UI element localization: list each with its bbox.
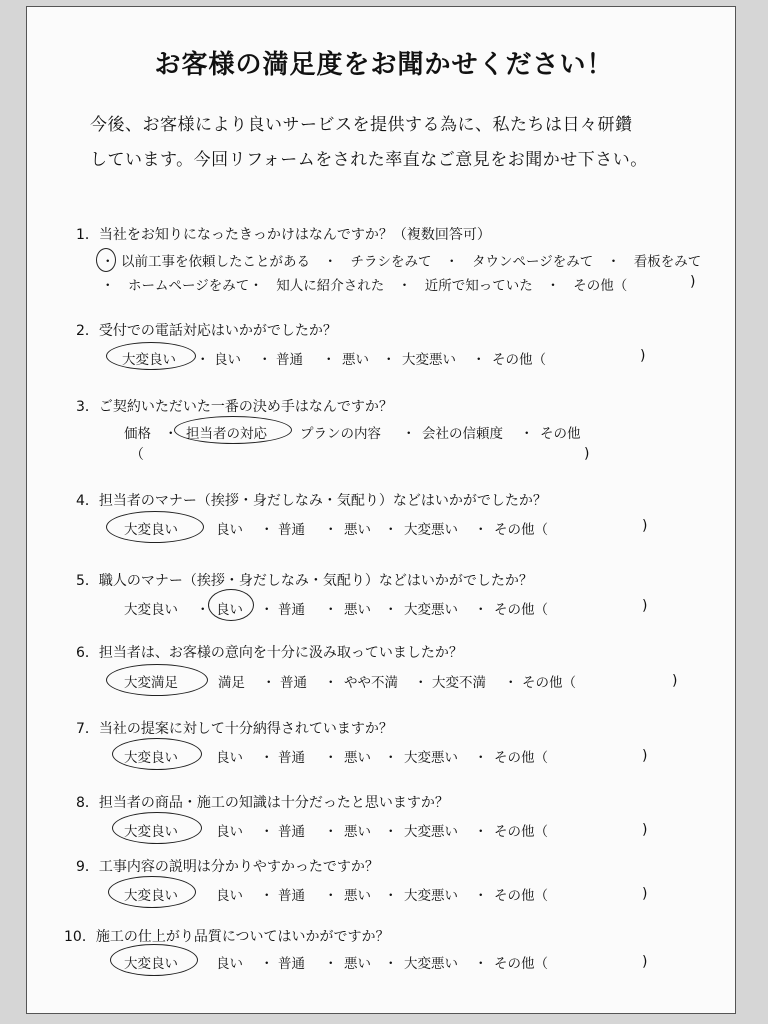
- q4-option-3: 普通: [278, 522, 305, 538]
- q8-option-6: その他（: [494, 824, 548, 840]
- q8-sep: ・: [474, 824, 488, 840]
- q1-selected-mark: ・: [101, 254, 115, 270]
- q2-sep: ・: [382, 352, 396, 368]
- q10-option-6: その他（: [494, 956, 548, 972]
- q1-close-paren: ): [690, 274, 696, 290]
- question-3: 3．ご契約いただいた一番の決め手はなんですか？: [76, 399, 393, 415]
- q8-option-5: 大変悪い: [404, 824, 458, 840]
- q3-sep: ・: [520, 426, 534, 442]
- q2-option-3: 普通: [276, 352, 303, 368]
- question-2: 2．受付での電話対応はいかがでしたか？: [76, 323, 337, 339]
- q5-sep: ・: [196, 602, 210, 618]
- q10-option-3: 普通: [278, 956, 305, 972]
- q4-option-1: 大変良い: [124, 522, 178, 538]
- q2-option-1: 大変良い: [122, 352, 176, 368]
- q9-option-3: 普通: [278, 888, 305, 904]
- q4-close-paren: ): [642, 518, 648, 534]
- q9-close-paren: ): [642, 886, 648, 902]
- q7-option-3: 普通: [278, 750, 305, 766]
- q9-sep: ・: [384, 888, 398, 904]
- q9-sep: ・: [324, 888, 338, 904]
- q5-option-6: その他（: [494, 602, 548, 618]
- q2-sep: ・: [322, 352, 336, 368]
- q5-sep: ・: [324, 602, 338, 618]
- q6-option-3: 普通: [280, 675, 307, 691]
- q2-sep: ・: [472, 352, 486, 368]
- q8-option-2: 良い: [216, 824, 243, 840]
- q8-close-paren: ): [642, 822, 648, 838]
- q5-sep: ・: [384, 602, 398, 618]
- q2-option-4: 悪い: [342, 352, 369, 368]
- q4-sep: ・: [324, 522, 338, 538]
- q2-option-2: 良い: [214, 352, 241, 368]
- q9-sep: ・: [260, 888, 274, 904]
- q3-option-3: プランの内容: [300, 426, 381, 442]
- q10-sep: ・: [260, 956, 274, 972]
- q2-sep: ・: [196, 352, 210, 368]
- q6-close-paren: ): [672, 673, 678, 689]
- question-5: 5．職人のマナー（挨拶・身だしなみ・気配り）などはいかがでしたか？: [76, 573, 533, 589]
- question-1: 1．当社をお知りになったきっかけはなんですか？（複数回答可）: [76, 227, 491, 243]
- q8-option-3: 普通: [278, 824, 305, 840]
- intro-line-2: しています。今回リフォームをされた率直なご意見をお聞かせ下さい。: [90, 150, 648, 170]
- q8-option-4: 悪い: [344, 824, 371, 840]
- q7-sep: ・: [384, 750, 398, 766]
- q4-option-5: 大変悪い: [404, 522, 458, 538]
- q8-sep: ・: [324, 824, 338, 840]
- q6-sep: ・: [504, 675, 518, 691]
- q6-sep: ・: [262, 675, 276, 691]
- q3-option-4: 会社の信頼度: [422, 426, 503, 442]
- q7-sep: ・: [474, 750, 488, 766]
- q10-sep: ・: [324, 956, 338, 972]
- q4-sep: ・: [474, 522, 488, 538]
- q9-option-6: その他（: [494, 888, 548, 904]
- q4-option-4: 悪い: [344, 522, 371, 538]
- q5-option-1: 大変良い: [124, 602, 178, 618]
- q7-option-2: 良い: [216, 750, 243, 766]
- question-10: 10．施工の仕上がり品質についてはいかがですか？: [64, 929, 390, 945]
- q6-option-6: その他（: [522, 675, 576, 691]
- q3-open-paren: （: [130, 447, 144, 463]
- q5-close-paren: ): [642, 598, 648, 614]
- q3-sep: ・: [164, 426, 178, 442]
- question-7: 7．当社の提案に対して十分納得されていますか？: [76, 721, 393, 737]
- q3-option-5: その他: [540, 426, 581, 442]
- q1-options-line-1: 以前工事を依頼したことがある ・ チラシをみて ・ タウンページをみて ・ 看板をみて: [121, 254, 702, 270]
- q2-sep: ・: [258, 352, 272, 368]
- q4-option-6: その他（: [494, 522, 548, 538]
- q6-sep: ・: [324, 675, 338, 691]
- q8-sep: ・: [384, 824, 398, 840]
- q1-options-line-2: ・ ホームページをみて・ 知人に紹介された ・ 近所で知っていた ・ その他（: [101, 278, 628, 294]
- q6-option-1: 大変満足: [124, 675, 178, 691]
- question-4: 4．担当者のマナー（挨拶・身だしなみ・気配り）などはいかがでしたか？: [76, 493, 547, 509]
- question-9: 9．工事内容の説明は分かりやすかったですか？: [76, 859, 379, 875]
- q9-option-4: 悪い: [344, 888, 371, 904]
- q10-option-4: 悪い: [344, 956, 371, 972]
- q3-sep: ・: [402, 426, 416, 442]
- q7-option-1: 大変良い: [124, 750, 178, 766]
- q7-sep: ・: [324, 750, 338, 766]
- q10-close-paren: ): [642, 954, 648, 970]
- q4-sep: ・: [260, 522, 274, 538]
- q7-option-6: その他（: [494, 750, 548, 766]
- q5-sep: ・: [260, 602, 274, 618]
- q4-sep: ・: [384, 522, 398, 538]
- question-8: 8．担当者の商品・施工の知識は十分だったと思いますか？: [76, 795, 449, 811]
- page-title: お客様の満足度をお聞かせください！: [154, 50, 614, 80]
- q5-sep: ・: [474, 602, 488, 618]
- q9-option-1: 大変良い: [124, 888, 178, 904]
- q3-close-paren: ): [584, 446, 590, 462]
- q9-option-2: 良い: [216, 888, 243, 904]
- q2-close-paren: ): [640, 348, 646, 364]
- q9-option-5: 大変悪い: [404, 888, 458, 904]
- q7-close-paren: ): [642, 748, 648, 764]
- q4-option-2: 良い: [216, 522, 243, 538]
- q10-sep: ・: [474, 956, 488, 972]
- q7-option-4: 悪い: [344, 750, 371, 766]
- q3-option-1: 価格: [124, 426, 151, 442]
- question-6: 6．担当者は、お客様の意向を十分に汲み取っていましたか？: [76, 645, 463, 661]
- q5-option-5: 大変悪い: [404, 602, 458, 618]
- q5-option-2: 良い: [216, 602, 243, 618]
- q10-option-2: 良い: [216, 956, 243, 972]
- q10-option-1: 大変良い: [124, 956, 178, 972]
- intro-line-1: 今後、お客様により良いサービスを提供する為に、私たちは日々研鑽: [90, 115, 633, 135]
- q7-sep: ・: [260, 750, 274, 766]
- q2-option-6: その他（: [492, 352, 546, 368]
- q7-option-5: 大変悪い: [404, 750, 458, 766]
- q9-sep: ・: [474, 888, 488, 904]
- q10-option-5: 大変悪い: [404, 956, 458, 972]
- q3-option-2: 担当者の対応: [186, 426, 267, 442]
- q6-option-5: 大変不満: [432, 675, 486, 691]
- q5-option-3: 普通: [278, 602, 305, 618]
- q6-option-4: やや不満: [344, 675, 398, 691]
- q8-sep: ・: [260, 824, 274, 840]
- q6-sep: ・: [414, 675, 428, 691]
- q2-option-5: 大変悪い: [402, 352, 456, 368]
- q6-option-2: 満足: [218, 675, 245, 691]
- q5-option-4: 悪い: [344, 602, 371, 618]
- q8-option-1: 大変良い: [124, 824, 178, 840]
- q10-sep: ・: [384, 956, 398, 972]
